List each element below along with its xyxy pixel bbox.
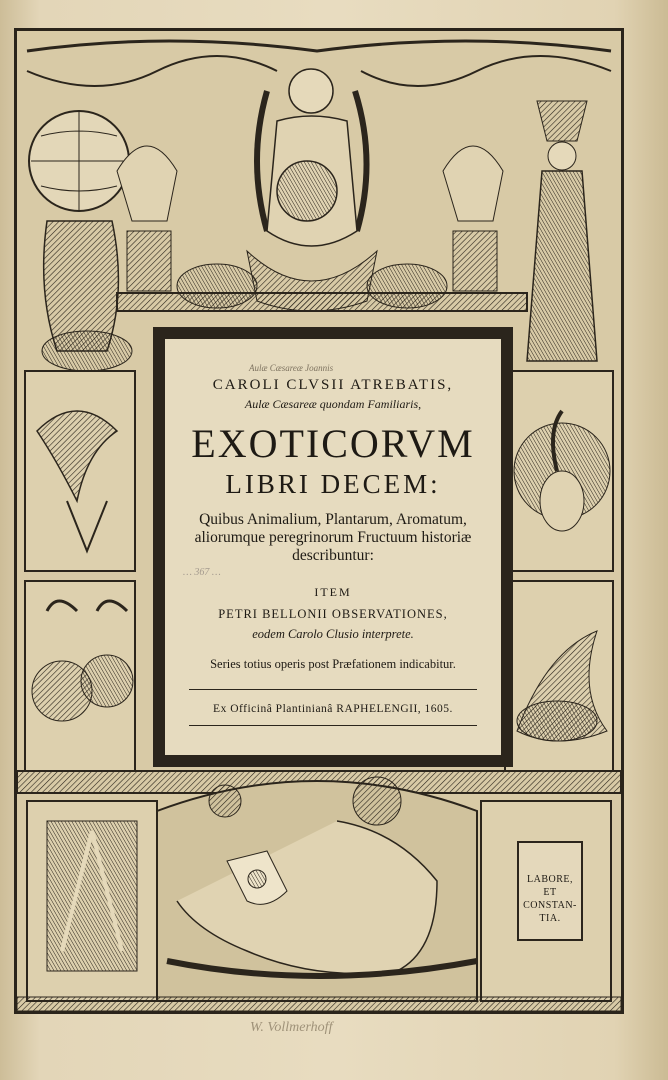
title-cartouche	[153, 327, 513, 767]
motto-line-2: ET	[543, 887, 557, 898]
bottom-rule	[189, 725, 477, 726]
title-panel	[163, 337, 503, 757]
top-rule	[189, 689, 477, 690]
manuscript-number: … 367 …	[183, 567, 221, 578]
book-subtitle: LIBRI DECEM:	[225, 469, 441, 499]
imprint-line: Ex Officinâ Plantinianâ RAPHELENGII, 1605.	[213, 703, 453, 715]
book-title: EXOTICORVM	[191, 421, 475, 466]
title-text-block	[169, 339, 497, 755]
printer-motto-plaque	[517, 841, 583, 941]
series-note: Series totius operis post Præfationem indicabitur.	[210, 657, 456, 671]
motto-line-1: LABORE,	[527, 874, 573, 885]
item-heading: ITEM	[314, 585, 352, 599]
manuscript-annotation: Aulæ Cæsareæ Joannis	[249, 363, 334, 373]
book-description: Quibus Animalium, Plantarum, Aromatum, aliorumque peregrinorum Fructuum historiæ describuntur:	[194, 511, 472, 564]
motto-line-4: TIA.	[539, 913, 561, 924]
owner-signature: W. Vollmerhoff	[250, 1020, 333, 1035]
motto-line-3: CONSTAN-	[523, 900, 577, 911]
author-subtitle: Aulæ Cæsareæ quondam Familiaris,	[244, 397, 422, 411]
author-line: CAROLI CLVSII ATREBATIS,	[212, 377, 454, 393]
belon-observations: PETRI BELLONII OBSERVATIONES,	[218, 607, 448, 621]
minerva-figure	[157, 777, 477, 1001]
interpreter-line: eodem Carolo Clusio interprete.	[252, 627, 414, 641]
engraved-frontispiece	[14, 28, 624, 1014]
